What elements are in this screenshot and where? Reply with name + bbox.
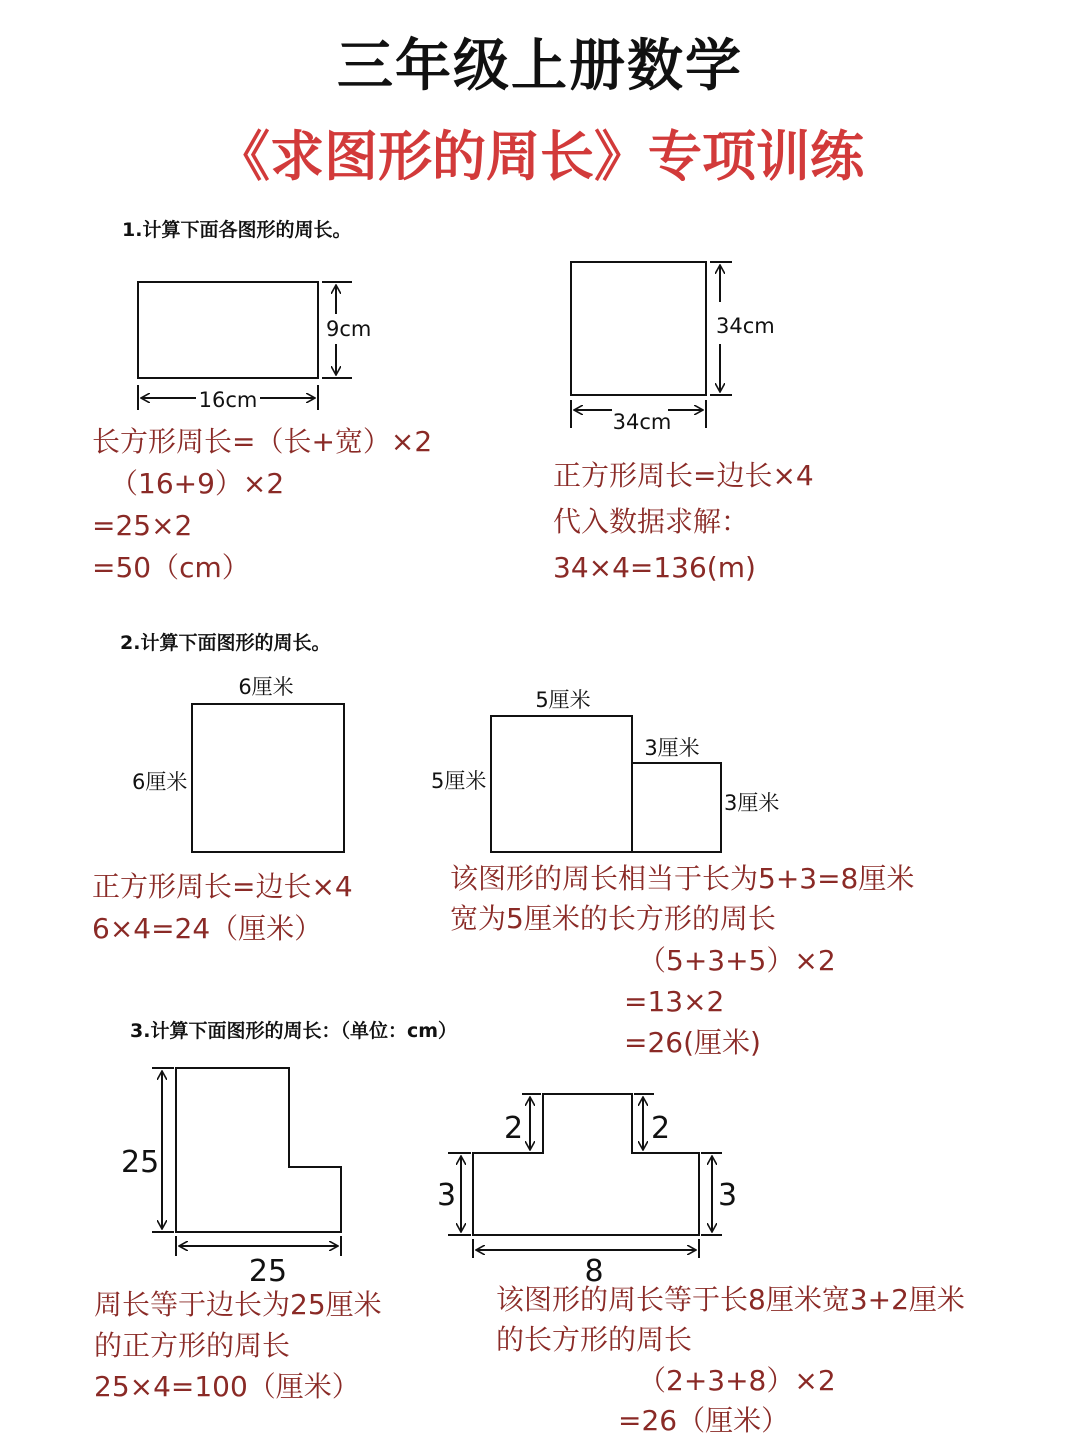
q2-step-solution-calc-line-2: =13×2 — [624, 985, 725, 1018]
q1-rect-height-label: 9cm — [326, 317, 372, 341]
q2-step-small-right-label: 3厘米 — [724, 791, 780, 815]
q2-step-solution-calc-line-3: =26(厘米) — [624, 1026, 761, 1059]
q1-square — [571, 262, 706, 395]
q2-step-small-square — [632, 763, 721, 852]
q3-l-figure — [152, 1068, 341, 1256]
q3-l-shape — [176, 1068, 341, 1232]
q1-square-solution-line-1: 正方形周长=边长×4 — [553, 459, 814, 492]
q3-t-top-left-label: 2 — [504, 1111, 524, 1146]
q1-square-solution-line-3: 34×4=136(m) — [553, 551, 756, 584]
page-subtitle: 《求图形的周长》专项训练 — [216, 125, 864, 188]
q3-t-solution-calc-line-1: （2+3+8）×2 — [638, 1364, 836, 1397]
q1-rect-solution-line-4: =50（cm） — [92, 551, 250, 584]
q1-rect-solution-line-3: =25×2 — [92, 509, 193, 542]
q3-l-solution-line-2: 的正方形的周长 — [94, 1329, 291, 1362]
q3-t-solution-line-2: 的长方形的周长 — [496, 1323, 693, 1356]
q2-square-left-label: 6厘米 — [132, 770, 188, 794]
q1-rect-solution — [92, 421, 432, 589]
q2-step-solution-intro — [450, 859, 914, 939]
q1-square-bottom-label: 34cm — [612, 410, 672, 434]
q1-rect-solution-line-1: 长方形周长=（长+宽）×2 — [92, 425, 433, 458]
q3-t-solution-intro — [496, 1280, 965, 1360]
q3-t-bottom-label: 8 — [584, 1254, 604, 1289]
q2-step-large-square — [491, 716, 632, 852]
q3-t-right-label: 3 — [718, 1178, 738, 1213]
page-title: 三年级上册数学 — [337, 34, 743, 99]
q3-l-left-label: 25 — [121, 1145, 160, 1180]
q2-step-small-top-label: 3厘米 — [644, 736, 700, 760]
q3-l-bottom-label: 25 — [248, 1254, 288, 1289]
q2-square — [192, 704, 344, 852]
question-1-heading: 1.计算下面各图形的周长。 — [122, 219, 352, 241]
q3-l-solution-line-1: 周长等于边长为25厘米 — [94, 1288, 382, 1321]
q2-step-solution-calc — [624, 940, 836, 1063]
q3-t-solution-calc-line-2: =26（厘米） — [618, 1404, 790, 1437]
q3-l-solution-line-3: 25×4=100（厘米） — [94, 1370, 360, 1403]
q2-step-top-label: 5厘米 — [535, 688, 591, 712]
q2-step-solution-line-1: 该图形的周长相当于长为5+3=8厘米 — [450, 862, 915, 895]
q1-square-solution-line-2: 代入数据求解： — [553, 505, 750, 538]
q1-square-side-label: 34cm — [716, 314, 775, 338]
q2-step-left-label: 5厘米 — [431, 769, 487, 793]
q1-rect-width-label: 16cm — [198, 388, 258, 412]
q2-square-solution — [92, 866, 353, 950]
q3-t-top-right-label: 2 — [651, 1111, 671, 1146]
q2-square-top-label: 6厘米 — [238, 675, 294, 699]
question-2-heading: 2.计算下面图形的周长。 — [120, 632, 331, 654]
q2-square-solution-line-2: 6×4=24（厘米） — [92, 912, 323, 945]
q3-t-figure — [448, 1094, 722, 1258]
q2-square-solution-line-1: 正方形周长=边长×4 — [92, 870, 353, 903]
q3-l-solution — [94, 1284, 382, 1407]
q3-t-solution-line-1: 该图形的周长等于长8厘米宽3+2厘米 — [496, 1283, 965, 1316]
question-3-heading: 3.计算下面图形的周长：（单位：cm） — [130, 1020, 457, 1042]
q1-rect-solution-line-2: （16+9）×2 — [110, 467, 285, 500]
q2-step-solution-calc-line-1: （5+3+5）×2 — [638, 944, 836, 977]
q1-rectangle — [138, 282, 318, 378]
q1-square-figure — [571, 262, 732, 428]
q3-t-left-label: 3 — [437, 1178, 457, 1213]
q3-t-solution-calc — [618, 1361, 836, 1441]
q1-square-solution — [553, 453, 814, 591]
q2-step-solution-line-2: 宽为5厘米的长方形的周长 — [450, 902, 776, 935]
